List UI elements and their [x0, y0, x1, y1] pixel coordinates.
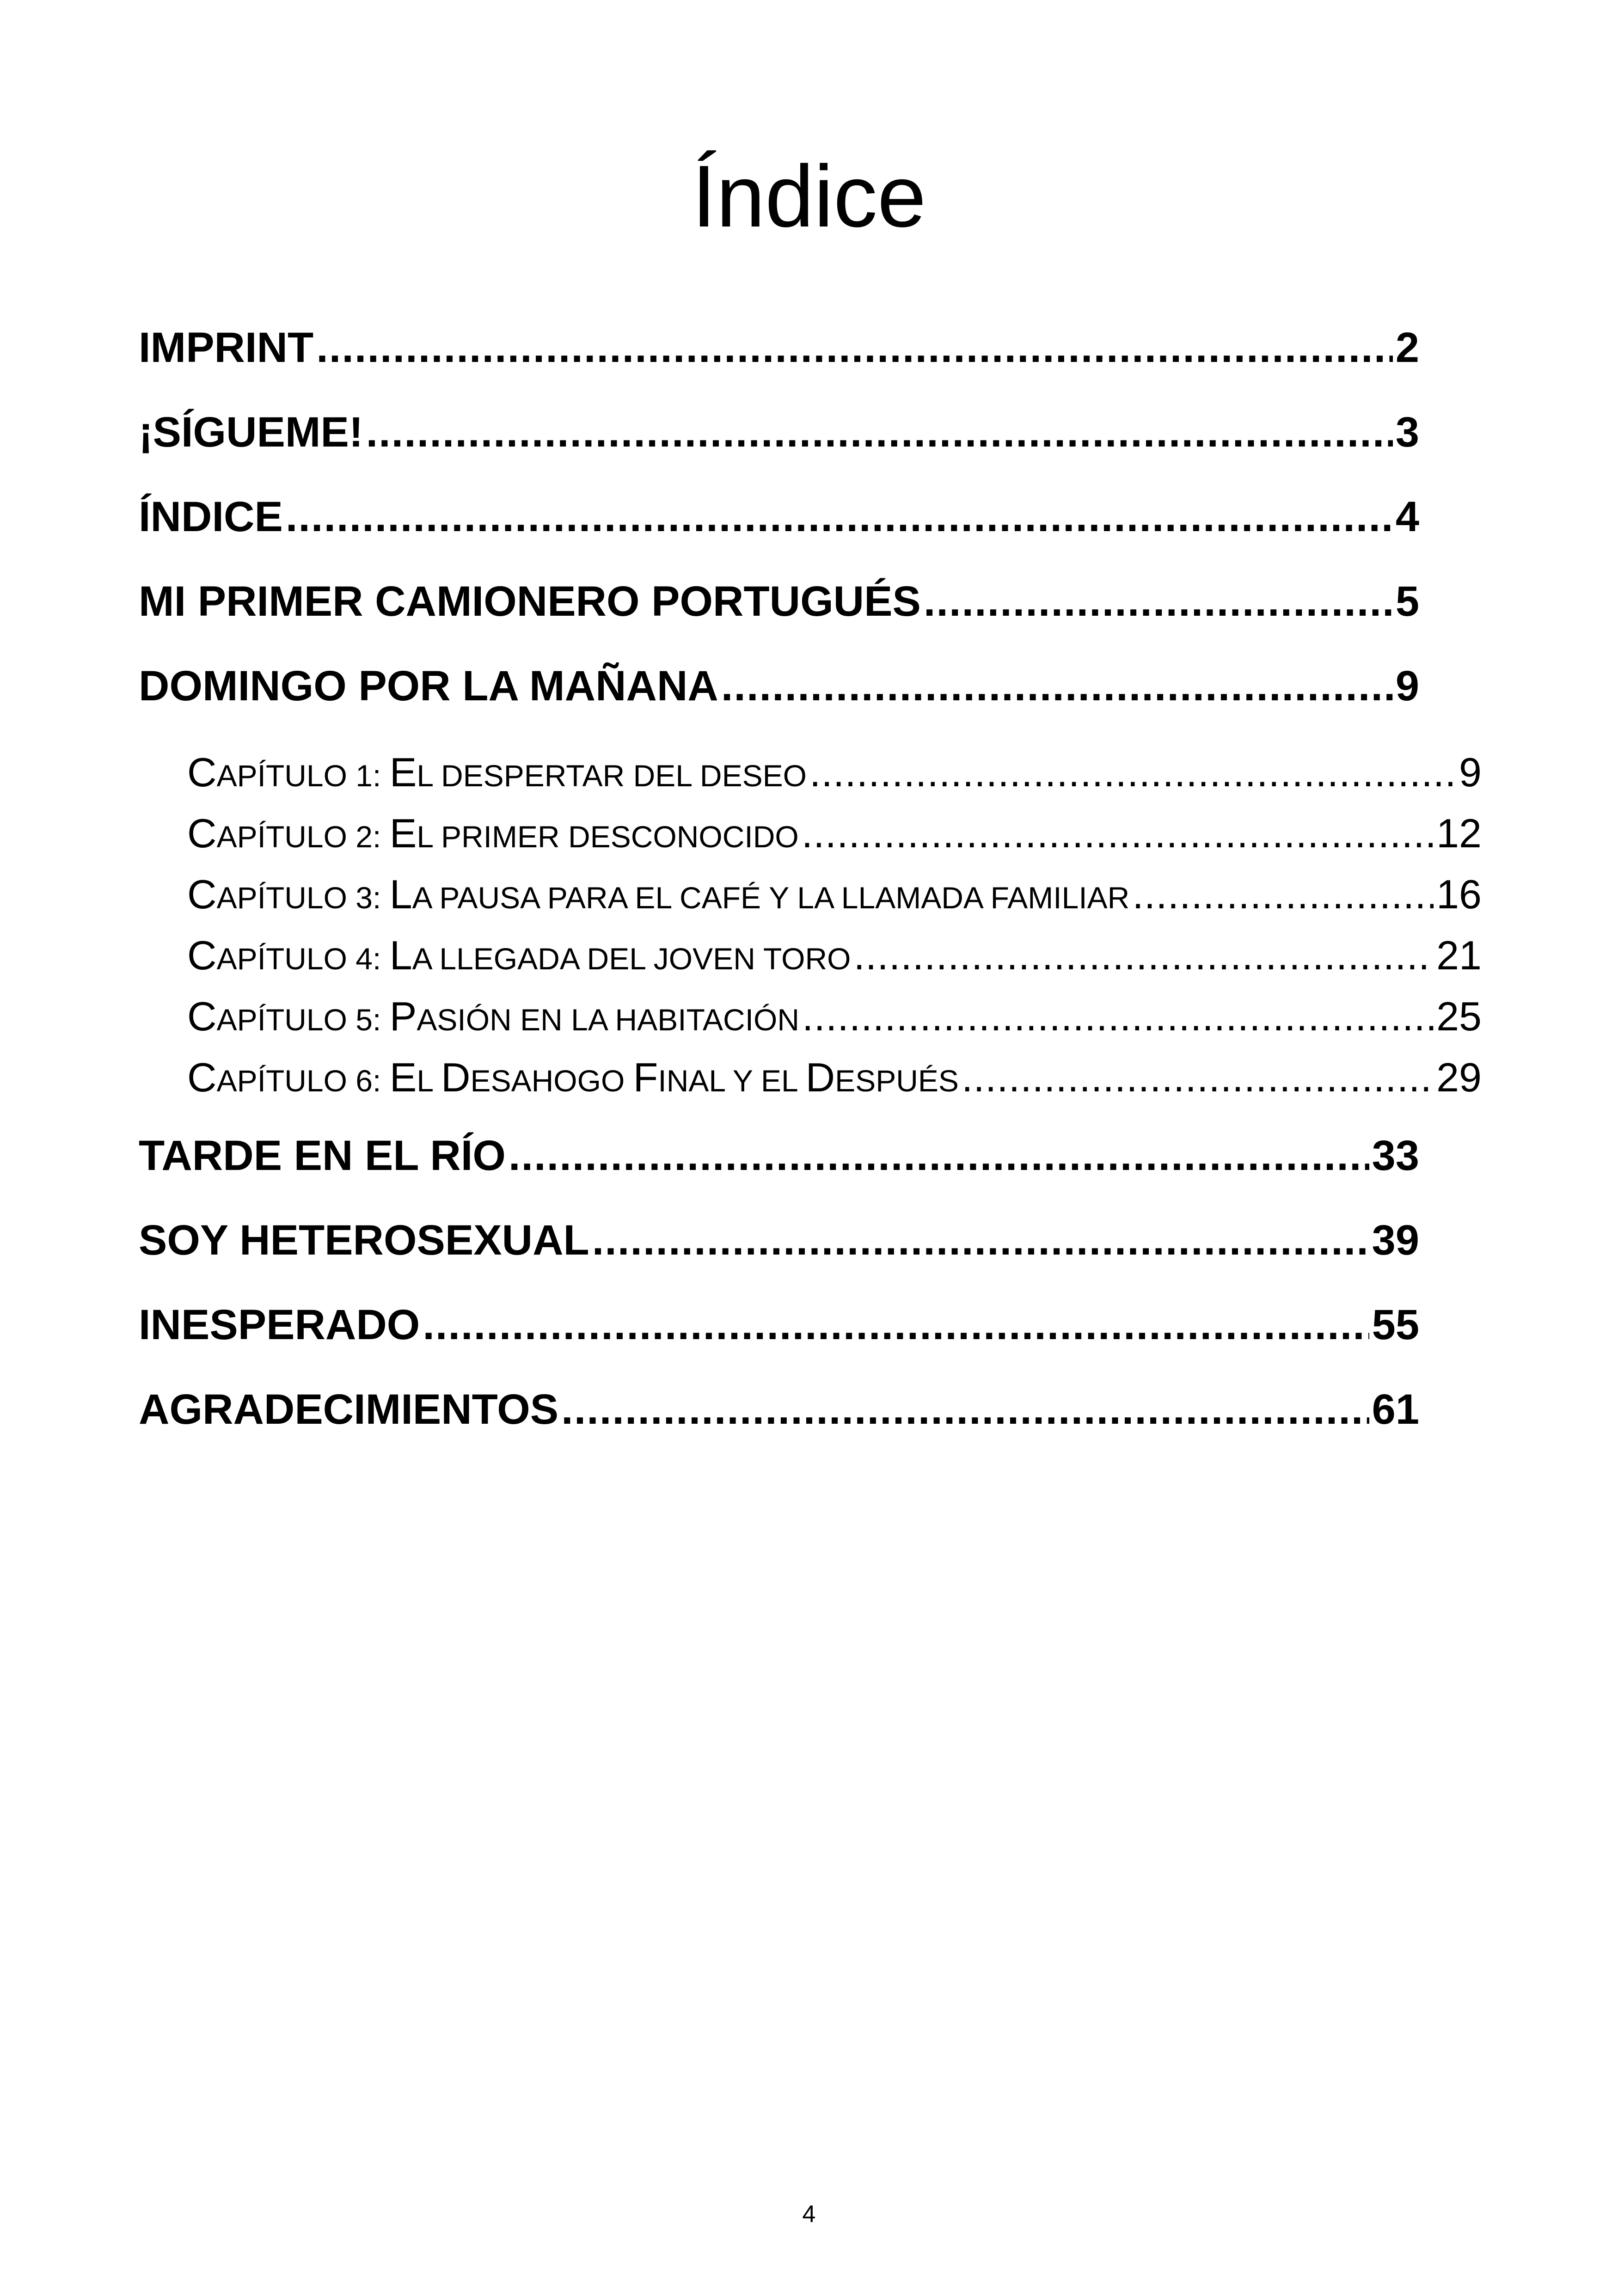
toc-leader — [809, 749, 1456, 796]
toc-entry-label: DOMINGO POR LA MAÑANA — [139, 662, 718, 710]
toc-entry-label: INESPERADO — [139, 1301, 420, 1348]
toc-entry-sigueme[interactable] — [139, 408, 1419, 468]
toc-chapter-6[interactable] — [187, 1054, 1482, 1109]
toc-entry-mi-primer-camionero[interactable] — [139, 577, 1419, 637]
toc-entry-page: 33 — [1372, 1132, 1419, 1179]
toc-chapter-page: 9 — [1459, 749, 1482, 795]
toc-chapter-label: CAPÍTULO 4: LA LLEGADA DEL JOVEN TORO — [187, 932, 851, 978]
toc-chapter-2[interactable] — [187, 810, 1482, 865]
toc-chapter-5[interactable] — [187, 993, 1482, 1048]
toc-entry-page: 4 — [1395, 493, 1419, 540]
toc-chapter-label: CAPÍTULO 2: EL PRIMER DESCONOCIDO — [187, 810, 799, 856]
toc-entry-page: 55 — [1372, 1301, 1419, 1348]
toc-leader — [316, 324, 1393, 372]
toc-entry-page: 9 — [1395, 662, 1419, 710]
toc-entry-label: SOY HETEROSEXUAL — [139, 1217, 589, 1264]
toc-leader — [802, 993, 1434, 1040]
toc-entry-page: 61 — [1372, 1386, 1419, 1433]
toc-entry-label: ÍNDICE — [139, 493, 283, 540]
toc-chapter-label: CAPÍTULO 6: EL DESAHOGO FINAL Y EL DESPUÉS — [187, 1054, 959, 1100]
toc-entry-label: ¡SÍGUEME! — [139, 409, 363, 456]
toc-entry-imprint[interactable] — [139, 324, 1419, 384]
toc-chapter-4[interactable] — [187, 932, 1482, 987]
toc-chapter-page: 16 — [1436, 871, 1482, 917]
toc-leader — [592, 1216, 1369, 1265]
toc-chapter-label: CAPÍTULO 1: EL DESPERTAR DEL DESEO — [187, 749, 807, 795]
toc-leader — [423, 1301, 1369, 1349]
toc-entry-page: 39 — [1372, 1217, 1419, 1264]
toc-chapter-1[interactable] — [187, 749, 1482, 804]
toc-entry-inesperado[interactable] — [139, 1301, 1419, 1361]
page-number: 4 — [802, 2201, 816, 2228]
toc-leader — [286, 493, 1393, 541]
toc-chapter-3[interactable] — [187, 871, 1482, 926]
toc-chapter-page: 12 — [1436, 810, 1482, 856]
toc-entry-domingo[interactable] — [139, 662, 1419, 722]
toc-entry-page: 5 — [1395, 578, 1419, 625]
toc-entry-indice[interactable] — [139, 493, 1419, 553]
toc-leader — [924, 577, 1393, 626]
toc-chapter-page: 21 — [1436, 932, 1482, 978]
page-title: Índice — [692, 147, 926, 245]
toc-leader — [962, 1054, 1434, 1101]
toc-entry-label: TARDE EN EL RÍO — [139, 1132, 506, 1179]
toc-entry-agradecimientos[interactable] — [139, 1385, 1419, 1445]
toc-leader — [721, 662, 1393, 710]
toc-chapter-page: 29 — [1436, 1054, 1482, 1100]
toc-leader — [853, 932, 1434, 979]
toc-leader — [509, 1132, 1369, 1180]
toc-chapter-page: 25 — [1436, 993, 1482, 1039]
toc-entry-tarde-en-el-rio[interactable] — [139, 1132, 1419, 1192]
toc-leader — [366, 408, 1393, 457]
toc-entry-page: 2 — [1395, 324, 1419, 371]
toc-leader — [1132, 871, 1434, 918]
toc-chapter-label: CAPÍTULO 5: PASIÓN EN LA HABITACIÓN — [187, 993, 800, 1039]
toc-entry-label: AGRADECIMIENTOS — [139, 1386, 559, 1433]
toc-leader — [561, 1385, 1369, 1434]
toc-entry-label: IMPRINT — [139, 324, 314, 371]
toc-entry-soy-heterosexual[interactable] — [139, 1216, 1419, 1276]
toc-entry-page: 3 — [1395, 409, 1419, 456]
toc-entry-label: MI PRIMER CAMIONERO PORTUGUÉS — [139, 578, 921, 625]
toc-leader — [802, 810, 1434, 857]
toc-chapter-label: CAPÍTULO 3: LA PAUSA PARA EL CAFÉ Y LA LLAMADA FAMILIAR — [187, 871, 1130, 917]
